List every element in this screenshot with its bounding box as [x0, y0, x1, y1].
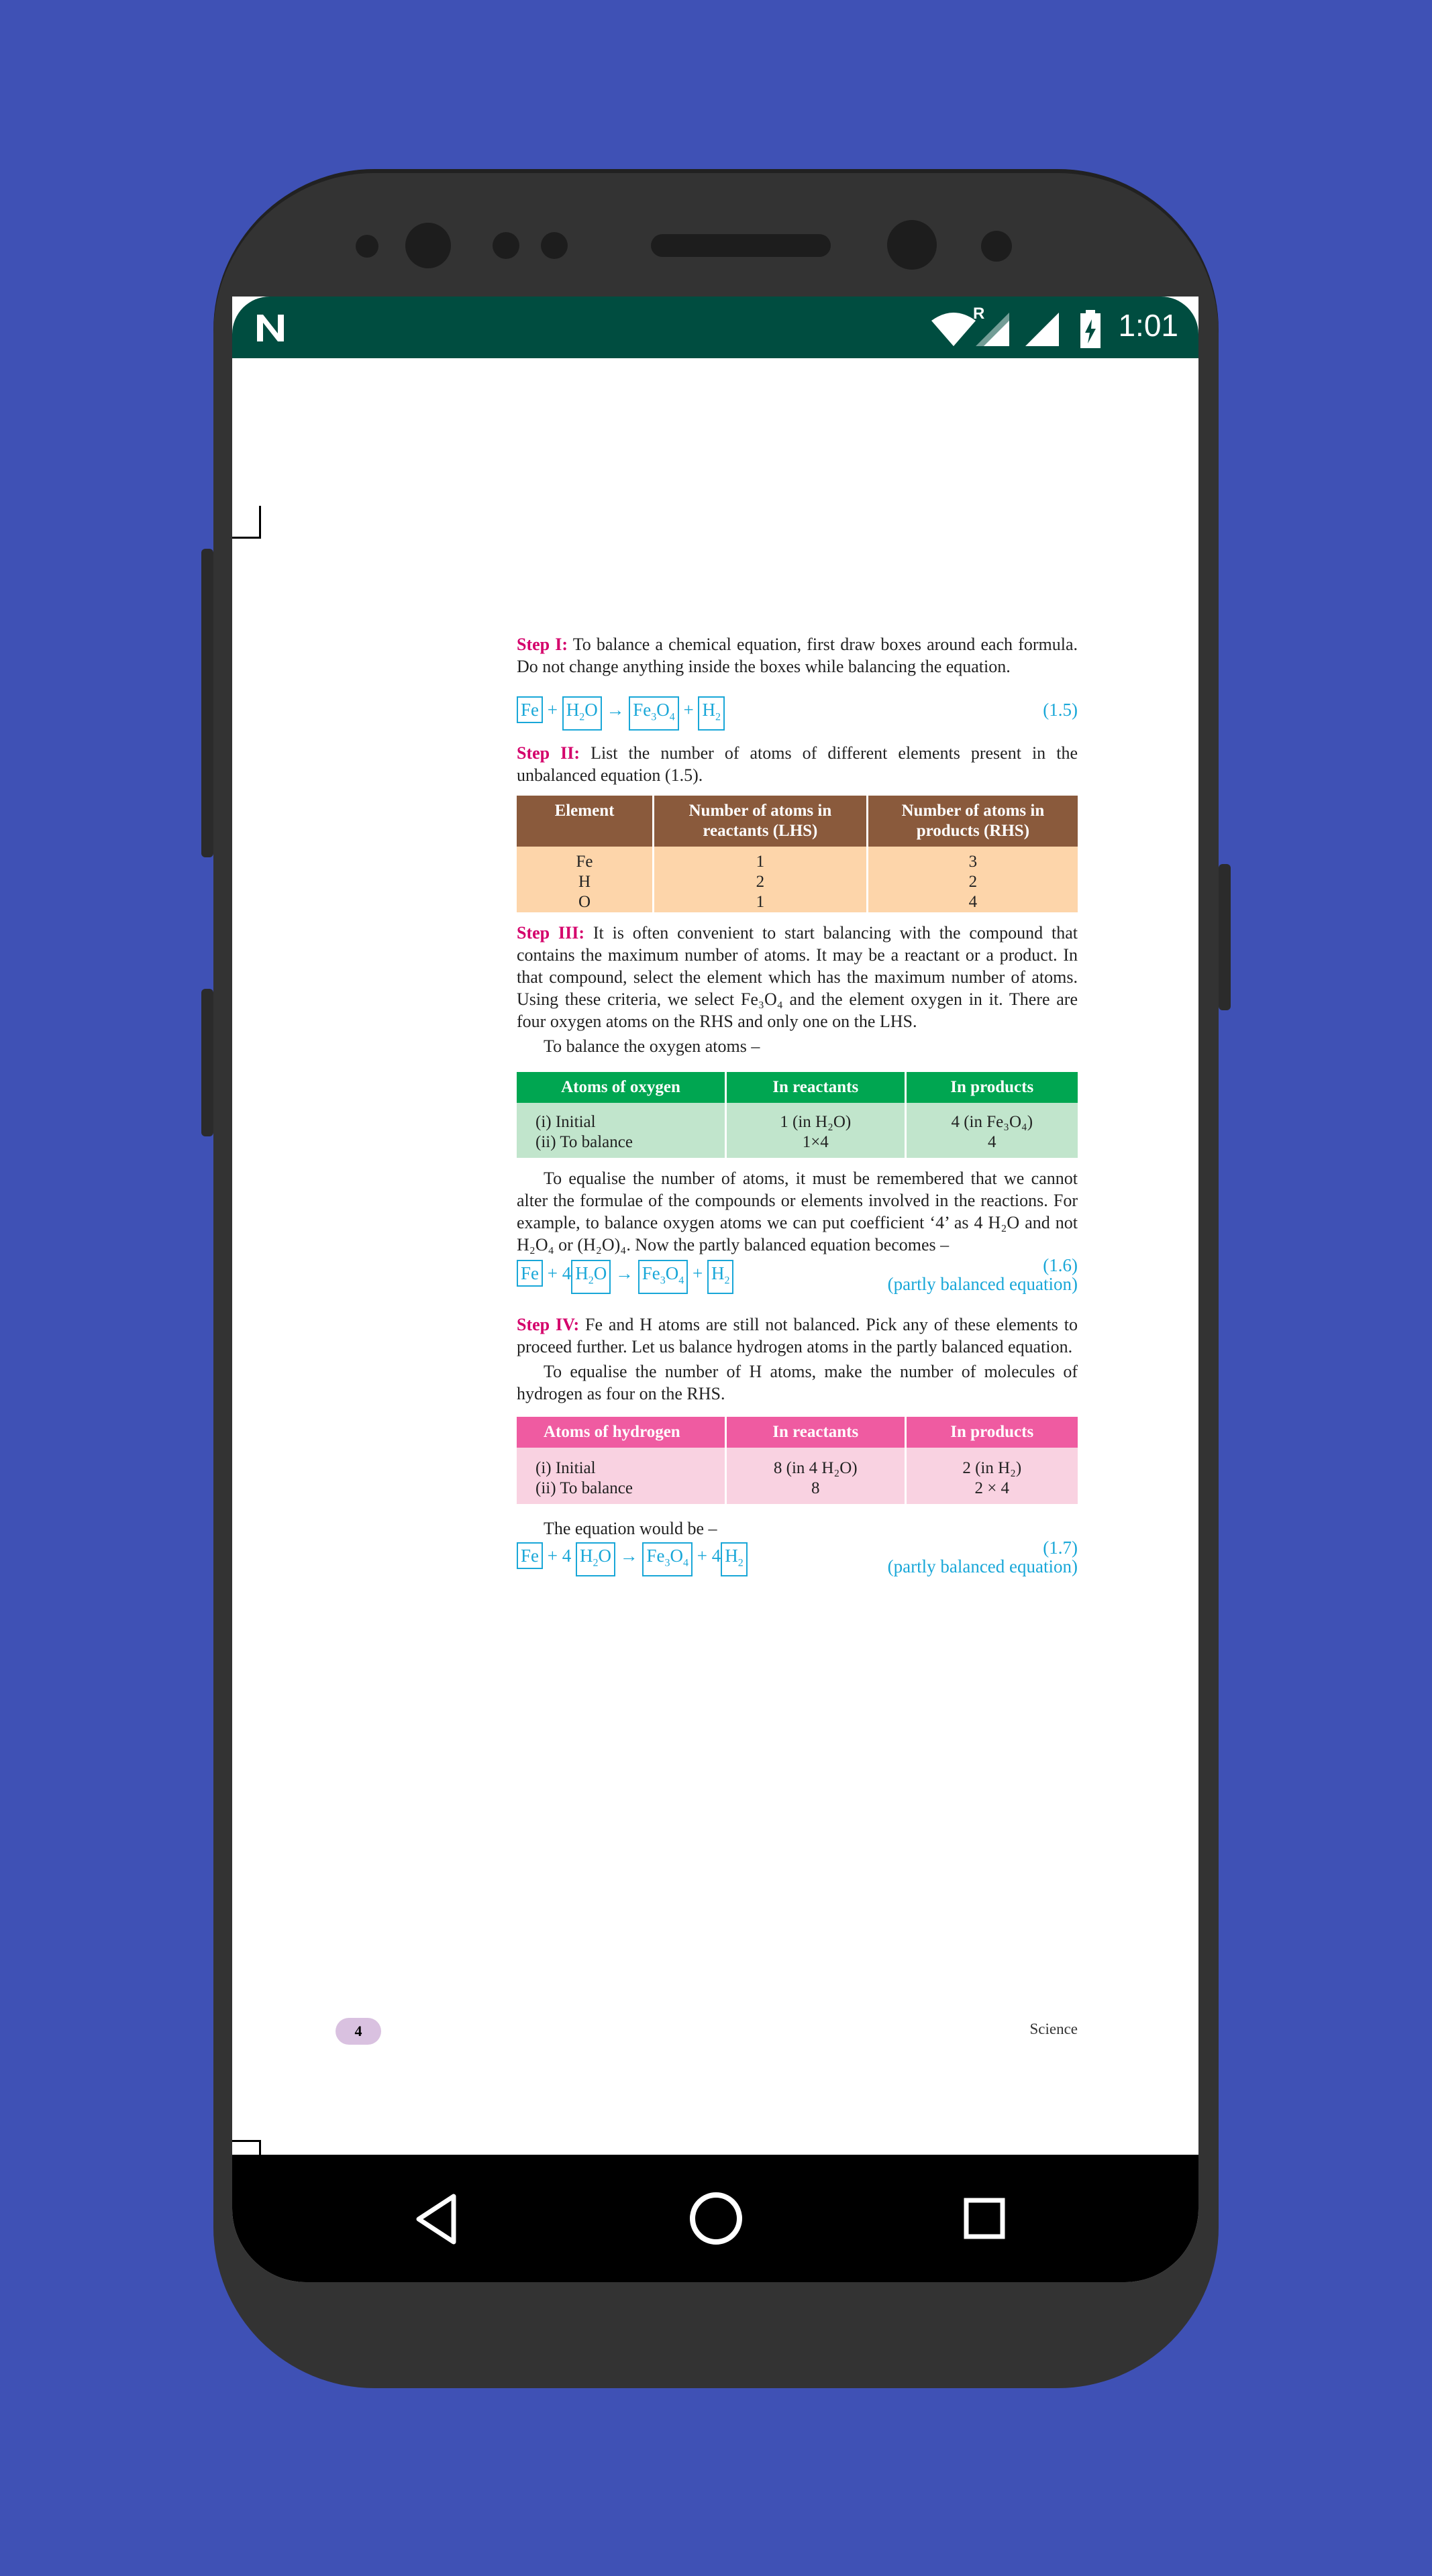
equation-intro: The equation would be – [544, 1519, 717, 1538]
step2-paragraph [517, 742, 1078, 786]
navigation-bar [232, 2155, 1198, 2282]
equation-1-6 [517, 1255, 1078, 1304]
h2o-box: $H_2O$ [576, 1542, 615, 1576]
phone-frame [213, 169, 1219, 2388]
equation-tag: (1.6) (partly balanced equation) [887, 1255, 1078, 1294]
table-header: In reactants [726, 1417, 906, 1448]
table-header: In products [905, 1072, 1078, 1103]
plus-sign: + [547, 1546, 558, 1566]
roaming-indicator: R [973, 305, 985, 323]
fe-box: Fe [517, 1260, 543, 1287]
sensor-dot [493, 232, 519, 259]
equation-1-7 [517, 1538, 1078, 1587]
step4-sub: To equalise the number of H atoms, make the number of molecules of hydrogen as four on the RHS. [517, 1362, 1078, 1403]
wifi-icon [930, 311, 977, 347]
coefficient: 4 [562, 1546, 572, 1566]
table-header: Atoms of hydrogen [517, 1417, 726, 1448]
plus-sign: + [547, 700, 558, 720]
crop-mark [232, 506, 261, 539]
back-icon[interactable] [413, 2192, 460, 2246]
sensor-dot [541, 232, 568, 259]
step3-paragraph [517, 922, 1078, 1032]
signal-icon [1024, 311, 1060, 347]
h2-box: $H_2$ [707, 1260, 734, 1294]
h2o-box: $H_2O$ [562, 696, 602, 731]
front-camera-2 [887, 220, 937, 270]
step3-label: Step III: [517, 923, 584, 943]
table-row: (i) Initial (ii) To balance 1 (in H₂O) 1×4 4 (in Fe₃O₄) 4 [517, 1103, 1078, 1158]
arrow: → [615, 1263, 633, 1283]
step2-text: List the number of atoms of different elements present in the unbalanced equation (1.5). [517, 743, 1078, 785]
plus-sign: + [697, 1546, 707, 1566]
table-header: Element [517, 796, 654, 847]
n-notification-icon [254, 311, 287, 345]
page-number: 4 [336, 2018, 381, 2045]
h2o-box: $H_2O$ [571, 1260, 611, 1294]
equation-tag: (1.5) [1043, 700, 1078, 720]
power-button [1219, 864, 1231, 1010]
table-row: (i) Initial (ii) To balance 8 (in 4 H₂O) 8 2 (in H₂) 2 × 4 [517, 1448, 1078, 1504]
fe-box: Fe [517, 696, 543, 723]
atoms-table [517, 796, 1078, 912]
plus-sign: + [692, 1263, 703, 1283]
step4-label: Step IV: [517, 1315, 580, 1334]
fe3o4-box: $Fe_3O_4$ [638, 1260, 688, 1294]
fe-box: Fe [517, 1542, 543, 1569]
oxygen-table [517, 1072, 1078, 1158]
step1-text: To balance a chemical equation, first draw boxes around each formula. Do not change anything inside the boxes while balancing the equation. [517, 635, 1078, 676]
h2-box: $H_2$ [721, 1542, 748, 1576]
battery-charging-icon [1079, 310, 1102, 349]
equation-tag: (1.7) (partly balanced equation) [887, 1538, 1078, 1576]
home-icon[interactable] [686, 2188, 746, 2249]
step1-label: Step I: [517, 635, 568, 654]
sensor-dot [981, 231, 1012, 262]
screen [232, 297, 1198, 2282]
table-header: In products [905, 1417, 1078, 1448]
arrow: → [619, 1546, 638, 1566]
equalise-paragraph: To equalise the number of atoms, it must be remembered that we cannot alter the formulae of the compounds or elements involved in the reactions. For example, to balance oxygen atoms we can put coefficient ‘4’ as 4 H₂O and not H₂O₄ or (H₂O)₄. Now the partly balanced equation becomes – [517, 1169, 1078, 1254]
arrow: → [606, 700, 625, 720]
hydrogen-table [517, 1417, 1078, 1504]
table-header: Number of atoms in products (RHS) [867, 796, 1078, 847]
plus-sign: + [683, 700, 694, 720]
volume-down-button [201, 989, 213, 1136]
h2-box: $H_2$ [698, 696, 725, 731]
step1-paragraph [517, 633, 1078, 678]
recents-icon[interactable] [961, 2195, 1008, 2242]
volume-up-button [201, 549, 213, 857]
status-time: 1:01 [1118, 308, 1178, 343]
earpiece-speaker [651, 234, 831, 257]
table-header: Atoms of oxygen [517, 1072, 726, 1103]
equation-1-5 [517, 696, 1078, 735]
front-camera [405, 223, 451, 268]
table-header: Number of atoms in reactants (LHS) [654, 796, 868, 847]
sensor-dot [356, 235, 378, 258]
step2-label: Step II: [517, 743, 580, 763]
table-row: Fe H O 1 2 1 3 2 4 [517, 847, 1078, 912]
coefficient: 4 [711, 1546, 721, 1566]
table-header: In reactants [726, 1072, 906, 1103]
fe3o4-box: $Fe_3O_4$ [642, 1542, 693, 1576]
fe3o4-box: $Fe_3O_4$ [629, 696, 679, 731]
step3-sub: To balance the oxygen atoms – [544, 1036, 760, 1056]
plus-sign: + [547, 1263, 558, 1283]
step4-text: Fe and H atoms are still not balanced. Pick any of these elements to proceed further. Let us balance hydrogen atoms in the partly balanced equation. [517, 1315, 1078, 1356]
page-content [517, 633, 1078, 1587]
coefficient: 4 [562, 1263, 572, 1283]
signal-roaming-icon [974, 311, 1011, 347]
step3-text: It is often convenient to start balancing with the compound that contains the maximum number of atoms. It may be a reactant or a product. In that compound, select the element which has the maximum number of atoms. Using these criteria, we select Fe₃O₄ and the element oxygen in it. There are four oxygen atoms on the RHS and only one on the LHS. [517, 923, 1078, 1031]
pdf-page[interactable] [232, 358, 1198, 2155]
step4-paragraph [517, 1313, 1078, 1358]
status-bar [232, 297, 1198, 358]
footer-subject: Science [1029, 2021, 1078, 2037]
